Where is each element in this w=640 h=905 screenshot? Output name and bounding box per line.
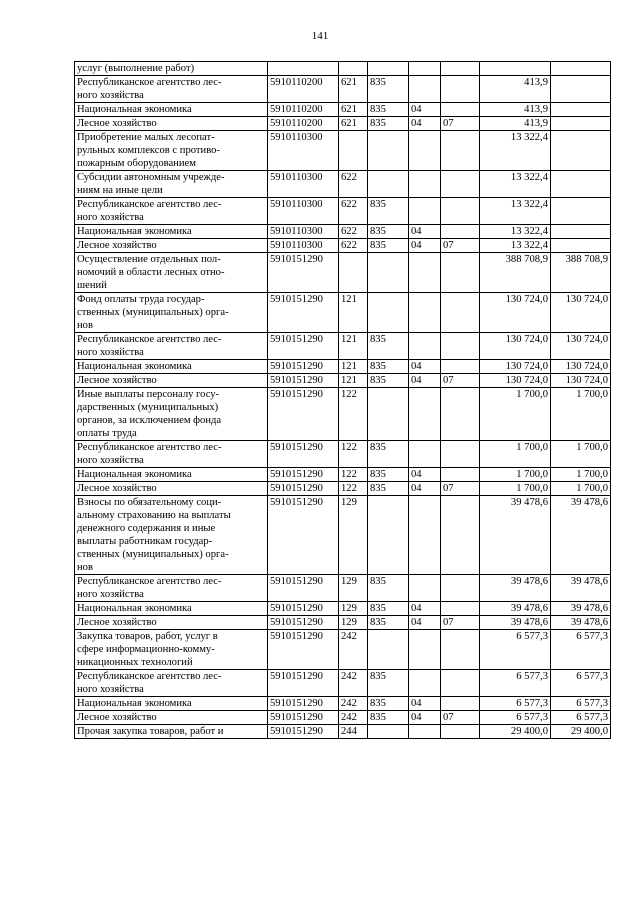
row-name-cell: Лесное хозяйство <box>75 374 268 388</box>
row-section-cell: 04 <box>409 602 441 616</box>
row-expense-type-cell: 121 <box>339 293 368 333</box>
row-amount-cell: 130 724,0 <box>480 360 551 374</box>
row-name-cell: Лесное хозяйство <box>75 711 268 725</box>
row-expense-type-cell: 121 <box>339 360 368 374</box>
row-code-cell: 5910151290 <box>268 711 339 725</box>
row-amount-cell: 39 478,6 <box>480 602 551 616</box>
row-section-cell: 04 <box>409 711 441 725</box>
row-amount-2-cell: 6 577,3 <box>551 697 611 711</box>
row-amount-2-cell: 1 700,0 <box>551 468 611 482</box>
table-row <box>75 225 611 239</box>
row-ministry-cell: 835 <box>368 482 409 496</box>
row-expense-type-cell: 121 <box>339 374 368 388</box>
row-name-cell: Лесное хозяйство <box>75 482 268 496</box>
row-subsection-cell <box>441 360 480 374</box>
row-subsection-cell <box>441 388 480 441</box>
row-ministry-cell: 835 <box>368 117 409 131</box>
table-row <box>75 468 611 482</box>
row-code-cell: 5910151290 <box>268 630 339 670</box>
row-subsection-cell <box>441 171 480 198</box>
row-section-cell: 04 <box>409 360 441 374</box>
row-subsection-cell: 07 <box>441 374 480 388</box>
row-section-cell: 04 <box>409 117 441 131</box>
row-subsection-cell <box>441 293 480 333</box>
row-code-cell: 5910110200 <box>268 117 339 131</box>
row-amount-cell <box>480 62 551 76</box>
row-name-cell: Республиканское агентство лес- ного хозяйства <box>75 76 268 103</box>
row-expense-type-cell <box>339 253 368 293</box>
row-expense-type-cell: 122 <box>339 388 368 441</box>
table-row <box>75 171 611 198</box>
table-row <box>75 725 611 739</box>
table-row <box>75 670 611 697</box>
row-expense-type-cell: 122 <box>339 441 368 468</box>
row-code-cell: 5910151290 <box>268 468 339 482</box>
row-ministry-cell <box>368 388 409 441</box>
row-ministry-cell: 835 <box>368 374 409 388</box>
row-ministry-cell: 835 <box>368 198 409 225</box>
table-row <box>75 293 611 333</box>
row-name-cell: Национальная экономика <box>75 103 268 117</box>
row-amount-cell: 39 478,6 <box>480 496 551 575</box>
row-section-cell: 04 <box>409 482 441 496</box>
row-amount-2-cell <box>551 76 611 103</box>
row-ministry-cell <box>368 62 409 76</box>
row-amount-cell: 413,9 <box>480 76 551 103</box>
row-section-cell <box>409 131 441 171</box>
row-amount-cell: 413,9 <box>480 103 551 117</box>
row-section-cell <box>409 198 441 225</box>
row-ministry-cell <box>368 496 409 575</box>
row-amount-2-cell: 6 577,3 <box>551 670 611 697</box>
row-section-cell <box>409 441 441 468</box>
row-expense-type-cell: 242 <box>339 630 368 670</box>
table-row <box>75 388 611 441</box>
row-amount-2-cell: 39 478,6 <box>551 496 611 575</box>
row-ministry-cell: 835 <box>368 575 409 602</box>
row-amount-2-cell: 6 577,3 <box>551 711 611 725</box>
table-row <box>75 374 611 388</box>
row-ministry-cell: 835 <box>368 670 409 697</box>
row-ministry-cell: 835 <box>368 697 409 711</box>
row-amount-cell: 13 322,4 <box>480 131 551 171</box>
row-amount-cell: 39 478,6 <box>480 575 551 602</box>
row-expense-type-cell: 242 <box>339 670 368 697</box>
row-expense-type-cell <box>339 131 368 171</box>
row-name-cell: Республиканское агентство лес- ного хозяйства <box>75 441 268 468</box>
row-expense-type-cell: 129 <box>339 496 368 575</box>
row-code-cell: 5910151290 <box>268 575 339 602</box>
row-expense-type-cell: 129 <box>339 602 368 616</box>
row-expense-type-cell <box>339 62 368 76</box>
row-amount-2-cell: 29 400,0 <box>551 725 611 739</box>
row-section-cell <box>409 293 441 333</box>
row-subsection-cell: 07 <box>441 711 480 725</box>
row-amount-cell: 1 700,0 <box>480 388 551 441</box>
row-expense-type-cell: 129 <box>339 575 368 602</box>
row-subsection-cell <box>441 76 480 103</box>
table-row <box>75 76 611 103</box>
row-amount-2-cell <box>551 62 611 76</box>
row-expense-type-cell: 121 <box>339 333 368 360</box>
row-amount-cell: 388 708,9 <box>480 253 551 293</box>
row-amount-2-cell: 39 478,6 <box>551 602 611 616</box>
row-ministry-cell: 835 <box>368 441 409 468</box>
row-subsection-cell <box>441 496 480 575</box>
row-ministry-cell: 835 <box>368 239 409 253</box>
row-subsection-cell: 07 <box>441 482 480 496</box>
row-code-cell: 5910151290 <box>268 602 339 616</box>
row-subsection-cell: 07 <box>441 117 480 131</box>
row-amount-2-cell <box>551 171 611 198</box>
row-amount-2-cell: 39 478,6 <box>551 616 611 630</box>
row-code-cell: 5910110300 <box>268 239 339 253</box>
row-section-cell: 04 <box>409 103 441 117</box>
row-amount-2-cell <box>551 239 611 253</box>
row-section-cell: 04 <box>409 239 441 253</box>
row-expense-type-cell: 621 <box>339 76 368 103</box>
row-amount-2-cell: 130 724,0 <box>551 360 611 374</box>
row-code-cell: 5910151290 <box>268 725 339 739</box>
row-code-cell: 5910151290 <box>268 697 339 711</box>
row-code-cell: 5910151290 <box>268 374 339 388</box>
row-expense-type-cell: 622 <box>339 225 368 239</box>
row-ministry-cell: 835 <box>368 76 409 103</box>
table-row <box>75 482 611 496</box>
row-amount-cell: 13 322,4 <box>480 239 551 253</box>
row-amount-cell: 6 577,3 <box>480 670 551 697</box>
row-name-cell: Республиканское агентство лес- ного хозяйства <box>75 198 268 225</box>
row-section-cell <box>409 76 441 103</box>
row-section-cell: 04 <box>409 225 441 239</box>
row-name-cell: услуг (выполнение работ) <box>75 62 268 76</box>
row-name-cell: Национальная экономика <box>75 697 268 711</box>
row-expense-type-cell: 244 <box>339 725 368 739</box>
row-ministry-cell: 835 <box>368 602 409 616</box>
table-row <box>75 253 611 293</box>
row-ministry-cell: 835 <box>368 103 409 117</box>
row-subsection-cell <box>441 468 480 482</box>
row-name-cell: Осуществление отдельных пол- номочий в области лесных отно- шений <box>75 253 268 293</box>
row-amount-2-cell: 130 724,0 <box>551 374 611 388</box>
row-expense-type-cell: 122 <box>339 468 368 482</box>
row-ministry-cell <box>368 131 409 171</box>
row-ministry-cell <box>368 630 409 670</box>
row-code-cell: 5910151290 <box>268 293 339 333</box>
row-subsection-cell <box>441 131 480 171</box>
row-amount-cell: 1 700,0 <box>480 482 551 496</box>
row-amount-2-cell <box>551 225 611 239</box>
row-expense-type-cell: 621 <box>339 103 368 117</box>
row-ministry-cell: 835 <box>368 360 409 374</box>
row-code-cell: 5910151290 <box>268 253 339 293</box>
row-section-cell <box>409 575 441 602</box>
row-code-cell: 5910151290 <box>268 388 339 441</box>
row-section-cell <box>409 630 441 670</box>
row-name-cell: Республиканское агентство лес- ного хозяйства <box>75 670 268 697</box>
row-name-cell: Взносы по обязательному соци- альному страхованию на выплаты денежного содержания и иные выплаты работникам государ- ственных (муниципальных) орга- нов <box>75 496 268 575</box>
row-expense-type-cell: 621 <box>339 117 368 131</box>
table-row <box>75 616 611 630</box>
row-amount-2-cell: 1 700,0 <box>551 441 611 468</box>
table-row <box>75 441 611 468</box>
row-code-cell: 5910110300 <box>268 131 339 171</box>
row-name-cell: Приобретение малых лесопат- рульных комплексов с противо- пожарным оборудованием <box>75 131 268 171</box>
row-subsection-cell <box>441 725 480 739</box>
table-row <box>75 333 611 360</box>
row-ministry-cell <box>368 253 409 293</box>
row-amount-cell: 1 700,0 <box>480 468 551 482</box>
row-ministry-cell: 835 <box>368 468 409 482</box>
row-subsection-cell <box>441 198 480 225</box>
row-section-cell: 04 <box>409 616 441 630</box>
page-number: 141 <box>311 30 329 42</box>
row-code-cell: 5910110300 <box>268 171 339 198</box>
row-expense-type-cell: 129 <box>339 616 368 630</box>
row-code-cell: 5910151290 <box>268 496 339 575</box>
row-subsection-cell <box>441 333 480 360</box>
row-amount-2-cell: 1 700,0 <box>551 482 611 496</box>
row-name-cell: Республиканское агентство лес- ного хозяйства <box>75 575 268 602</box>
budget-table-body <box>75 62 611 739</box>
row-amount-cell: 39 478,6 <box>480 616 551 630</box>
row-amount-cell: 13 322,4 <box>480 171 551 198</box>
table-row <box>75 711 611 725</box>
row-code-cell: 5910151290 <box>268 616 339 630</box>
table-row <box>75 131 611 171</box>
row-subsection-cell: 07 <box>441 239 480 253</box>
row-subsection-cell <box>441 62 480 76</box>
row-expense-type-cell: 622 <box>339 239 368 253</box>
row-expense-type-cell: 242 <box>339 711 368 725</box>
row-ministry-cell <box>368 293 409 333</box>
row-section-cell <box>409 171 441 198</box>
table-row <box>75 630 611 670</box>
table-row <box>75 360 611 374</box>
row-amount-cell: 1 700,0 <box>480 441 551 468</box>
row-subsection-cell <box>441 602 480 616</box>
row-ministry-cell: 835 <box>368 333 409 360</box>
row-amount-cell: 6 577,3 <box>480 630 551 670</box>
row-amount-2-cell <box>551 117 611 131</box>
row-subsection-cell <box>441 630 480 670</box>
table-row <box>75 697 611 711</box>
row-amount-2-cell: 388 708,9 <box>551 253 611 293</box>
row-section-cell <box>409 388 441 441</box>
row-section-cell <box>409 496 441 575</box>
row-name-cell: Закупка товаров, работ, услуг в сфере информационно-комму- никационных технологий <box>75 630 268 670</box>
row-name-cell: Фонд оплаты труда государ- ственных (муниципальных) орга- нов <box>75 293 268 333</box>
row-amount-cell: 130 724,0 <box>480 333 551 360</box>
row-amount-2-cell: 6 577,3 <box>551 630 611 670</box>
row-expense-type-cell: 242 <box>339 697 368 711</box>
row-expense-type-cell: 122 <box>339 482 368 496</box>
row-name-cell: Лесное хозяйство <box>75 239 268 253</box>
row-amount-cell: 6 577,3 <box>480 697 551 711</box>
row-subsection-cell <box>441 225 480 239</box>
table-row <box>75 496 611 575</box>
row-section-cell <box>409 253 441 293</box>
row-amount-cell: 413,9 <box>480 117 551 131</box>
row-code-cell: 5910110200 <box>268 103 339 117</box>
row-section-cell <box>409 333 441 360</box>
row-ministry-cell <box>368 725 409 739</box>
row-amount-2-cell: 130 724,0 <box>551 293 611 333</box>
row-name-cell: Лесное хозяйство <box>75 616 268 630</box>
row-amount-cell: 130 724,0 <box>480 293 551 333</box>
row-section-cell: 04 <box>409 374 441 388</box>
row-name-cell: Республиканское агентство лес- ного хозяйства <box>75 333 268 360</box>
row-code-cell: 5910110300 <box>268 225 339 239</box>
row-code-cell <box>268 62 339 76</box>
table-row <box>75 575 611 602</box>
row-ministry-cell: 835 <box>368 225 409 239</box>
row-amount-2-cell <box>551 103 611 117</box>
row-ministry-cell: 835 <box>368 616 409 630</box>
row-name-cell: Прочая закупка товаров, работ и <box>75 725 268 739</box>
table-row <box>75 239 611 253</box>
row-amount-cell: 6 577,3 <box>480 711 551 725</box>
row-expense-type-cell: 622 <box>339 171 368 198</box>
table-row <box>75 103 611 117</box>
row-amount-cell: 29 400,0 <box>480 725 551 739</box>
row-amount-cell: 130 724,0 <box>480 374 551 388</box>
row-code-cell: 5910151290 <box>268 360 339 374</box>
row-code-cell: 5910151290 <box>268 482 339 496</box>
row-amount-2-cell: 130 724,0 <box>551 333 611 360</box>
table-row <box>75 198 611 225</box>
row-subsection-cell <box>441 575 480 602</box>
row-amount-2-cell: 39 478,6 <box>551 575 611 602</box>
row-amount-cell: 13 322,4 <box>480 225 551 239</box>
row-section-cell <box>409 670 441 697</box>
row-amount-2-cell <box>551 198 611 225</box>
row-name-cell: Национальная экономика <box>75 225 268 239</box>
row-code-cell: 5910151290 <box>268 333 339 360</box>
row-amount-2-cell: 1 700,0 <box>551 388 611 441</box>
row-code-cell: 5910110300 <box>268 198 339 225</box>
table-row <box>75 62 611 76</box>
row-code-cell: 5910151290 <box>268 441 339 468</box>
row-name-cell: Иные выплаты персоналу госу- дарственных (муниципальных) органов, за исключением фонда оплаты труда <box>75 388 268 441</box>
row-subsection-cell <box>441 103 480 117</box>
row-name-cell: Национальная экономика <box>75 468 268 482</box>
row-section-cell <box>409 62 441 76</box>
table-row <box>75 117 611 131</box>
row-subsection-cell <box>441 670 480 697</box>
table-row <box>75 602 611 616</box>
row-ministry-cell: 835 <box>368 711 409 725</box>
row-name-cell: Лесное хозяйство <box>75 117 268 131</box>
row-section-cell: 04 <box>409 697 441 711</box>
row-code-cell: 5910110200 <box>268 76 339 103</box>
row-ministry-cell <box>368 171 409 198</box>
row-expense-type-cell: 622 <box>339 198 368 225</box>
row-name-cell: Субсидии автономным учрежде- ниям на иные цели <box>75 171 268 198</box>
row-section-cell: 04 <box>409 468 441 482</box>
row-code-cell: 5910151290 <box>268 670 339 697</box>
row-subsection-cell: 07 <box>441 616 480 630</box>
row-subsection-cell <box>441 697 480 711</box>
row-amount-cell: 13 322,4 <box>480 198 551 225</box>
row-name-cell: Национальная экономика <box>75 602 268 616</box>
row-amount-2-cell <box>551 131 611 171</box>
row-section-cell <box>409 725 441 739</box>
row-subsection-cell <box>441 441 480 468</box>
row-subsection-cell <box>441 253 480 293</box>
budget-table <box>74 61 611 739</box>
row-name-cell: Национальная экономика <box>75 360 268 374</box>
